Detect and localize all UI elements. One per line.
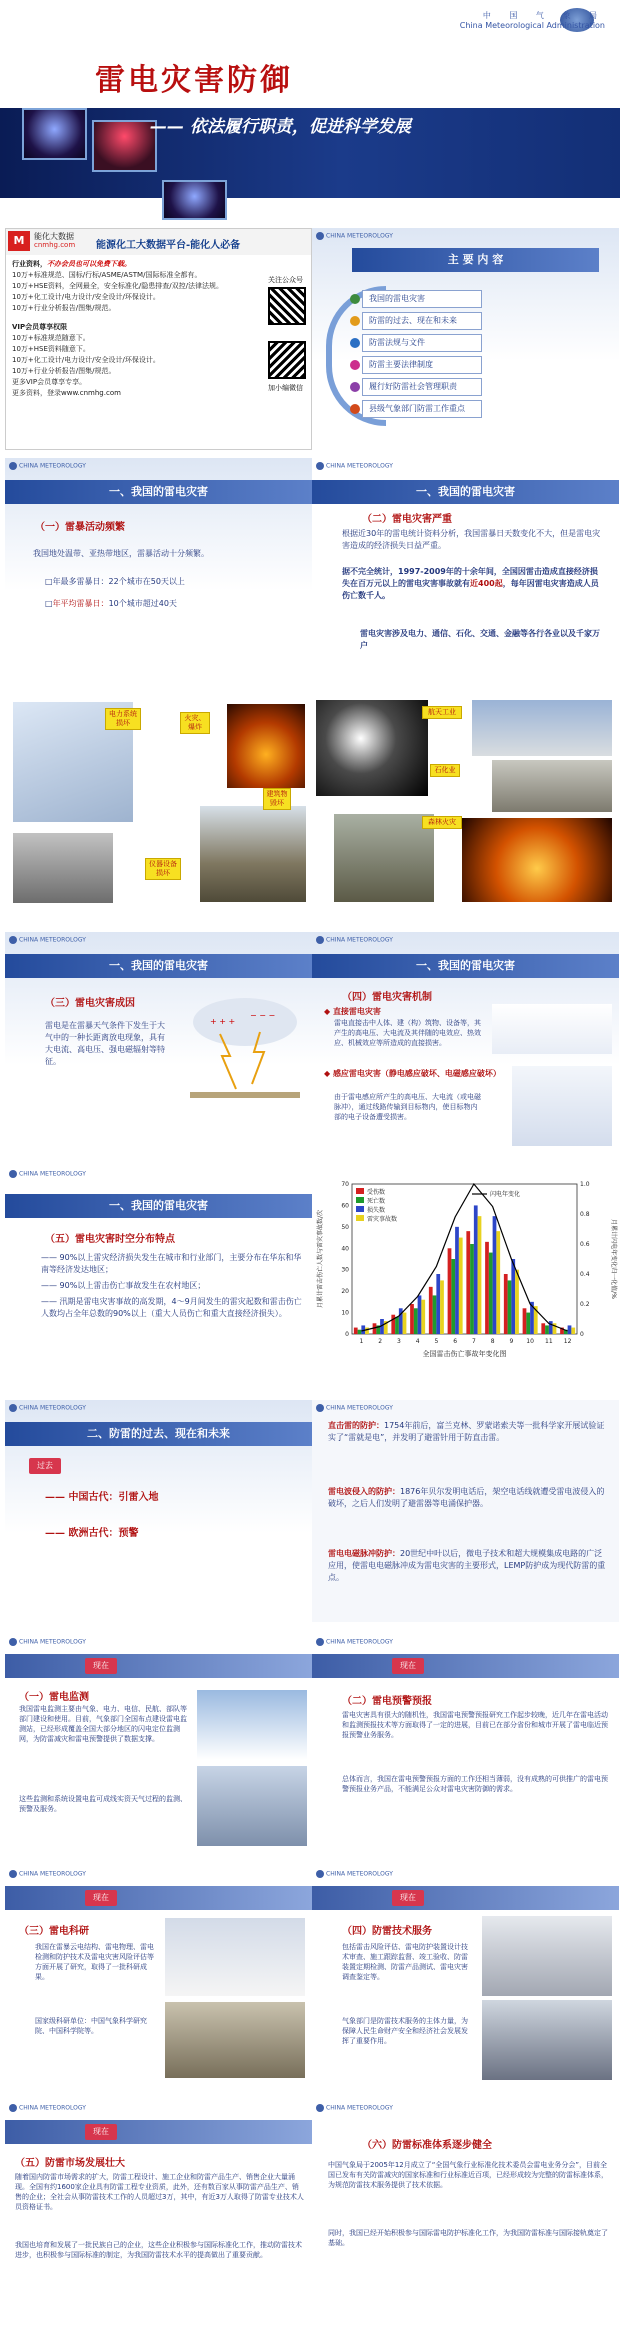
slide-heading: （六）防雷标准体系逐步健全 xyxy=(362,2140,492,2151)
vip-item: 10万+HSE资料随意下。 xyxy=(12,345,90,353)
y2-tick-label: 0.8 xyxy=(580,1211,590,1218)
slide-research xyxy=(5,1866,312,2088)
bar xyxy=(436,1274,440,1334)
x-tick-label: 5 xyxy=(434,1338,439,1345)
equipment-photo xyxy=(13,833,113,903)
menu-item[interactable]: 防雷主要法律制度 xyxy=(362,356,482,374)
svg-text:+ + +: + + + xyxy=(210,1017,236,1026)
slide-heading: （四）雷电灾害机制 xyxy=(342,992,432,1003)
slide-text: —— 90%以上雷灾经济损失发生在城市和行业部门，主要分布在华东和华南等经济发达地区； xyxy=(41,1253,302,1274)
present-tag: 现在 xyxy=(392,1890,424,1906)
slide-forecast xyxy=(312,1634,619,1856)
slide-text: 我国地处温带、亚热带地区，雷暴活动十分频繁。 xyxy=(33,549,209,558)
x-tick-label: 1 xyxy=(359,1338,364,1345)
free-item: 10万+标准规范、国标/行标/ASME/ASTM/国际标准全都有。 xyxy=(12,271,202,279)
y-tick-label: 40 xyxy=(341,1245,349,1253)
label-fire: 火灾、爆炸 xyxy=(180,712,210,734)
bar xyxy=(571,1328,575,1334)
mechanism-text: 由于雷电感应所产生的高电压、大电流（或电磁脉冲），通过线路传输到目标物内，使目标物内部的电子设备遭受损害。 xyxy=(334,1093,481,1121)
service-photo-2 xyxy=(482,2000,612,2080)
bar xyxy=(421,1300,425,1334)
bar xyxy=(511,1259,515,1334)
bullet-line: □年最多雷暴日：22个城市在50天以上 xyxy=(45,577,185,586)
tower-photo xyxy=(165,1918,305,1996)
lightning-photo-1 xyxy=(22,108,87,160)
present-tag: 现在 xyxy=(85,2124,117,2140)
slide-text: 据不完全统计，1997-2009年的十余年间，全国因雷击造成直接经济损失在百万元以上的雷电灾害事故就有近400起，每年因雷电灾害造成人员伤亡数千人。 xyxy=(342,567,599,600)
slide-banner: 一、我国的雷电灾害 xyxy=(5,1194,312,1218)
menu-item[interactable]: 我国的雷电灾害 xyxy=(362,290,482,308)
bar xyxy=(466,1231,470,1334)
slide-text: —— 欧洲古代：预警 xyxy=(45,1528,139,1539)
cma-logo: CHINA METEOROLOGY xyxy=(316,232,393,240)
title-slide xyxy=(0,0,620,225)
org-en: China Meteorological Administration xyxy=(459,21,605,30)
building-photo xyxy=(200,806,306,902)
slide-text: 雷电灾害涉及电力、通信、石化、交通、金融等各行各业以及千家万户 xyxy=(360,629,600,650)
monthly-casualty-chart xyxy=(312,1166,619,1388)
mechanism-item: ◆ 直接雷电灾害 xyxy=(324,1007,381,1016)
slide-text: —— 中国古代：引雷入地 xyxy=(45,1492,159,1503)
mechanism-text: 雷电直接击中人体、建（构）筑物、设备等，其产生的高电压、大电流及其伴随的电效应、热效应、机械效应等所造成的直接损害。 xyxy=(334,1019,481,1047)
menu-title: 主 要 内 容 xyxy=(352,248,599,272)
slide-text: 中国气象局于2005年12月成立了“全国气象行业标准化技术委员会雷电业务分会”，目前全国已发布有关防雷减灾的国家标准和行业标准近百项，已经形成较为完整的防雷标准体系，为规范防雷技术服务提供了技术依据。 xyxy=(328,2161,608,2189)
slide-text: —— 汛期是雷电灾害事故的高发期，4～9月间发生的雷灾起数和雷击伤亡人数均占全年总数的90%以上（重大人员伤亡和重大直接经济损失）。 xyxy=(41,1297,302,1318)
bar xyxy=(358,1330,362,1334)
vip-item: 10万+化工设计/电力设计/安全设计/环保设计。 xyxy=(12,356,160,364)
present-tag: 现在 xyxy=(85,1890,117,1906)
y2-tick-label: 1.0 xyxy=(580,1181,590,1188)
bar xyxy=(508,1280,512,1334)
slide-text: —— 90%以上雷击伤亡事故发生在农村地区； xyxy=(41,1281,206,1290)
more-link[interactable]: 更多资料，登录www.cnmhg.com xyxy=(12,389,121,397)
bar xyxy=(365,1328,369,1334)
y2-tick-label: 0.4 xyxy=(580,1271,590,1278)
brand-logo-icon: M xyxy=(8,231,30,251)
slide-mechanism xyxy=(312,932,619,1154)
qr-code-icon[interactable] xyxy=(268,341,306,379)
free-item: 10万+行业分析报告/图集/规范。 xyxy=(12,304,116,312)
y2-tick-label: 0.6 xyxy=(580,1241,590,1248)
petrochemical-photo xyxy=(492,760,612,812)
bar xyxy=(395,1317,399,1334)
bullet-line: □年平均雷暴日：10个城市超过40天 xyxy=(45,599,177,608)
label-equipment: 仪器设备损坏 xyxy=(145,858,181,880)
slide-banner: 一、我国的雷电灾害 xyxy=(5,480,312,504)
slide-services xyxy=(312,1866,619,2088)
legend-swatch xyxy=(356,1215,364,1221)
y-tick-label: 0 xyxy=(345,1331,349,1338)
slide-heading: （五）防雷市场发展壮大 xyxy=(15,2158,125,2169)
y-tick-label: 70 xyxy=(341,1181,349,1188)
cma-logo: CHINA METEOROLOGY xyxy=(9,1404,86,1412)
lightning-photo-3 xyxy=(162,180,227,220)
bar xyxy=(568,1325,572,1334)
slide-banner: 一、我国的雷电灾害 xyxy=(312,954,619,978)
y-tick-label: 20 xyxy=(341,1288,349,1296)
y-tick-label: 10 xyxy=(341,1309,349,1317)
label-aerospace: 航天工业 xyxy=(422,706,462,719)
present-tag: 现在 xyxy=(392,1658,424,1674)
lab-photo xyxy=(165,2002,305,2078)
slide-text: 雷电是在雷暴天气条件下发生于大气中的一种长距离放电现象，具有大电流、高电压、强电磁辐射等特征。 xyxy=(45,1021,165,1066)
x-tick-label: 12 xyxy=(563,1338,572,1345)
aerospace-photo xyxy=(472,700,612,756)
slide-text: 雷电波侵入的防护：1876年贝尔发明电话后，架空电话线就遭受雷电波侵入的破坏，之后人们发明了避雷器等电涌保护器。 xyxy=(328,1487,605,1508)
more-line: 更多VIP会员尊享专享。 xyxy=(12,378,87,386)
slide-heading: （五）雷电灾害时空分布特点 xyxy=(45,1234,175,1245)
slide-text: 国家级科研单位：中国气象科学研究院、中国科学院等。 xyxy=(35,2017,147,2035)
menu-item[interactable]: 县级气象部门防雷工作重点 xyxy=(362,400,482,418)
bar xyxy=(433,1295,437,1334)
slide-text: 我国雷电监测主要由气象、电力、电信、民航、部队等部门建设和使用。目前，气象部门全国布点建设雷电监测站，已经形成覆盖全国大部分地区的闪电定位监测网，为防雷减灾和雷电预警提供了数据支撑。 xyxy=(19,1705,187,1743)
slide-banner: 一、我国的雷电灾害 xyxy=(312,480,619,504)
legend-label: 受伤数 xyxy=(367,1189,386,1196)
forest-fire-photo xyxy=(462,818,612,902)
bar xyxy=(515,1270,519,1334)
legend-swatch xyxy=(356,1197,364,1203)
slide-thunderstorm-activity xyxy=(5,458,312,680)
x-axis-label: 全国雷击伤亡事故年变化图 xyxy=(422,1350,507,1358)
cma-logo: CHINA METEOROLOGY xyxy=(316,1638,393,1646)
cma-logo: CHINA METEOROLOGY xyxy=(9,462,86,470)
slide-text: 根据近30年的雷电统计资料分析，我国雷暴日天数变化不大，但是雷电灾害造成的经济损失日益严重。 xyxy=(342,529,601,550)
slide-protection-history xyxy=(312,1400,619,1622)
menu-item[interactable]: 防雷的过去、现在和未来 xyxy=(362,312,482,330)
photo-collage-damage xyxy=(5,688,312,910)
qr-code-icon[interactable] xyxy=(268,287,306,325)
slide-text: 雷电灾害具有很大的随机性，我国雷电预警预报研究工作起步较晚，近几年在雷电活动和监测预报技术等方面取得了一定的进展，目前已在部分省份和城市开展了雷电临近预报预警业务服务。 xyxy=(342,1711,608,1739)
cma-logo: CHINA METEOROLOGY xyxy=(316,1404,393,1412)
menu-item[interactable]: 履行好防雷社会管理职责 xyxy=(362,378,482,396)
slide-heading: （二）雷电灾害严重 xyxy=(362,514,452,525)
menu-item[interactable]: 防雷法规与文件 xyxy=(362,334,482,352)
x-tick-label: 4 xyxy=(415,1338,420,1345)
bar xyxy=(354,1328,358,1334)
vip-item: 10万+行业分析报告/图集/规范。 xyxy=(12,367,116,375)
slide-heading: （一）雷电监测 xyxy=(19,1692,89,1703)
slide-text: 包括雷击风险评估、雷电防护装置设计技术审查、施工跟踪监督、竣工验收、防雷装置定期检测、防雷产品测试、雷电灾害调查鉴定等。 xyxy=(342,1943,468,1981)
aircraft-photo xyxy=(197,1766,307,1846)
bar xyxy=(545,1325,549,1334)
slide-standards xyxy=(312,2100,619,2322)
ad-headline: 能源化工大数据平台-能化人必备 xyxy=(96,240,241,251)
vip-title: VIP会员尊享权限 xyxy=(12,323,68,331)
x-tick-label: 6 xyxy=(453,1338,458,1345)
cma-logo: CHINA METEOROLOGY xyxy=(9,936,86,944)
bar xyxy=(455,1227,459,1334)
bar xyxy=(489,1253,493,1334)
bullet-icon xyxy=(350,382,360,392)
ad-slide xyxy=(5,228,312,450)
bar xyxy=(485,1242,489,1334)
bar xyxy=(440,1280,444,1334)
y-tick-label: 60 xyxy=(341,1202,349,1210)
slide-disaster-severity xyxy=(312,458,619,680)
photo-collage-industries xyxy=(312,688,619,910)
bar xyxy=(403,1313,407,1334)
bullet-icon xyxy=(350,316,360,326)
free-title-red: 不办会员也可以免费下载。 xyxy=(47,260,131,268)
induction-diagram xyxy=(512,1066,612,1146)
slide-heading: （四）防雷技术服务 xyxy=(342,1926,432,1937)
slide-banner: 一、我国的雷电灾害 xyxy=(5,954,312,978)
free-title: 行业资料， xyxy=(12,260,47,268)
cma-logo: CHINA METEOROLOGY xyxy=(316,936,393,944)
y2-tick-label: 0 xyxy=(580,1331,584,1338)
vip-item: 10万+标准规范随意下。 xyxy=(12,334,90,342)
bar xyxy=(478,1216,482,1334)
cma-logo: CHINA METEOROLOGY xyxy=(9,2104,86,2112)
y2-axis-label: 月累计闪电年变化归一化值/% xyxy=(610,1219,617,1299)
bar xyxy=(504,1274,508,1334)
bar xyxy=(418,1295,422,1334)
label-power-damage: 电力系统损坏 xyxy=(105,708,141,730)
bar xyxy=(459,1238,463,1334)
qr-label-bottom: 加小编微信 xyxy=(268,384,303,392)
slide-heading: （一）雷暴活动频繁 xyxy=(35,522,125,533)
plot-area xyxy=(352,1184,577,1334)
qr-label-top: 关注公众号 xyxy=(268,276,303,284)
slide-past xyxy=(5,1400,312,1622)
bar xyxy=(410,1304,414,1334)
free-section xyxy=(12,259,252,399)
slide-text: 直击雷的防护：1754年前后，富兰克林、罗蒙诺索夫等一批科学家开展试验证实了“雷就是电”，并发明了避雷针用于防直击雷。 xyxy=(328,1421,605,1442)
mechanism-item: ◆ 感应雷电灾害（静电感应破坏、电磁感应破坏） xyxy=(324,1069,501,1078)
bar xyxy=(493,1216,497,1334)
house-diagram xyxy=(492,1004,612,1054)
x-tick-label: 10 xyxy=(526,1338,534,1345)
x-tick-label: 2 xyxy=(378,1338,383,1345)
slide-text: 同时，我国已经开始积极参与国际雷电防护标准化工作，为我国防雷标准与国际接轨奠定了基础。 xyxy=(328,2229,608,2247)
brand-name: 能化大数据 xyxy=(34,232,74,241)
slide-banner: 二、防雷的过去、现在和未来 xyxy=(5,1422,312,1446)
free-item: 10万+化工设计/电力设计/安全设计/环保设计。 xyxy=(12,293,160,301)
antenna-photo xyxy=(197,1690,307,1760)
org-cn: 中 国 气 象 局 xyxy=(482,11,605,20)
lightning-photo-2 xyxy=(92,120,157,172)
slide-text: 雷电电磁脉冲防护：20世纪中叶以后，微电子技术和超大规模集成电路的广泛应用，使雷电电磁脉冲成为雷电灾害的主要形式，LEMP防护成为现代防雷的重点。 xyxy=(328,1549,606,1582)
bar xyxy=(470,1244,474,1334)
bullet-icon xyxy=(350,294,360,304)
label-petrochem: 石化业 xyxy=(430,764,460,777)
lightning-diagram xyxy=(190,994,300,1106)
slide-text: 这些监测和系统设置电监可成线实资天气过程的监测、预警及服务。 xyxy=(19,1795,187,1813)
cma-logo: CHINA METEOROLOGY xyxy=(9,1638,86,1646)
slide-causes xyxy=(5,932,312,1154)
bar xyxy=(496,1231,500,1334)
slide-monitoring xyxy=(5,1634,312,1856)
x-tick-label: 7 xyxy=(471,1338,476,1345)
svg-text:− − −: − − − xyxy=(250,1011,276,1020)
past-tag: 过去 xyxy=(29,1458,61,1474)
bar xyxy=(474,1205,478,1334)
slide-text: 气象部门是防雷技术服务的主体力量，为保障人民生命财产安全和经济社会发展发挥了重要作用。 xyxy=(342,2017,468,2045)
label-forest-fire: 森林火灾 xyxy=(422,816,462,829)
label-building: 建筑物毁坏 xyxy=(263,788,291,810)
service-photo-1 xyxy=(482,1916,612,1996)
y-tick-label: 50 xyxy=(341,1223,349,1231)
bar xyxy=(429,1287,433,1334)
slide-distribution xyxy=(5,1166,312,1388)
bar xyxy=(451,1259,455,1334)
slide-text: 总体而言，我国在雷电预警预报方面的工作还相当薄弱，没有成熟的可供推广的雷电预警预报业务产品，不能满足公众对雷电灾害防御的需求。 xyxy=(342,1775,608,1793)
bar xyxy=(414,1308,418,1334)
bullet-icon xyxy=(350,404,360,414)
slide-heading: （三）雷电科研 xyxy=(19,1926,89,1937)
free-item: 10万+HSE资料，全网最全，安全标准化/隐患排查/双控/法律法规。 xyxy=(12,282,223,290)
legend-label: 闪电年变化 xyxy=(490,1191,521,1198)
legend-swatch xyxy=(356,1206,364,1212)
cma-logo: CHINA METEOROLOGY xyxy=(316,462,393,470)
x-tick-label: 3 xyxy=(396,1338,401,1345)
legend-label: 雷灾事故数 xyxy=(367,1216,398,1223)
present-tag: 现在 xyxy=(85,1658,117,1674)
fire-photo xyxy=(227,704,305,788)
cma-logo: CHINA METEOROLOGY xyxy=(316,1870,393,1878)
bar xyxy=(448,1248,452,1334)
y-tick-label: 30 xyxy=(341,1266,349,1274)
slide-text: 随着国内防雷市场需求的扩大，防雷工程设计、施工企业和防雷产品生产、销售企业大量涌现。全国有约1600家企业具有防雷工程专业资质，此外，还有数百家从事防雷产品生产、销售的企业；全社会从事防雷技术工作的人员超过3万，其中，有近3万人取得了防雷专业技术人员资格证书。 xyxy=(15,2173,304,2211)
cma-logo: CHINA METEOROLOGY xyxy=(9,1870,86,1878)
bar xyxy=(549,1321,553,1334)
x-tick-label: 8 xyxy=(490,1338,495,1345)
main-title: 雷电灾害防御 xyxy=(95,63,293,98)
slide-heading: （二）雷电预警预报 xyxy=(342,1696,432,1707)
bar xyxy=(526,1313,530,1334)
bullet-icon xyxy=(350,338,360,348)
slide-text: 我国在雷暴云电结构、雷电物理、雷电检测和防护技术及雷电灾害风险评估等方面开展了研究，取得了一批科研成果。 xyxy=(35,1943,154,1981)
bar xyxy=(391,1315,395,1334)
bar xyxy=(523,1308,527,1334)
forest-photo xyxy=(334,814,434,902)
cma-logo: CHINA METEOROLOGY xyxy=(316,2104,393,2112)
y2-tick-label: 0.2 xyxy=(580,1301,590,1308)
chart-slide xyxy=(312,1166,619,1388)
x-tick-label: 11 xyxy=(545,1338,553,1345)
brand-site: cnmhg.com xyxy=(34,241,76,249)
legend-label: 死亡数 xyxy=(367,1198,386,1205)
org-header xyxy=(395,10,605,30)
slide-heading: （三）雷电灾害成因 xyxy=(45,998,135,1009)
cma-logo: CHINA METEOROLOGY xyxy=(9,1170,86,1178)
y-axis-label: 月累计雷击伤亡人数与雷灾事故数/次 xyxy=(317,1209,324,1309)
slide-text: 我国也培育和发展了一批民族自己的企业，这些企业积极参与国际标准化工作，推动防雷技术进步，也积极参与国际标准的制定，为我国防雷技术水平的提高做出了重要贡献。 xyxy=(15,2241,302,2259)
slide-market xyxy=(5,2100,312,2322)
x-tick-label: 9 xyxy=(509,1338,514,1345)
bar xyxy=(541,1323,545,1334)
legend-label: 损失数 xyxy=(367,1207,386,1214)
legend-swatch xyxy=(356,1188,364,1194)
bullet-icon xyxy=(350,360,360,370)
subtitle: —— 依法履行职责，促进科学发展 xyxy=(150,117,411,137)
lightning-strike-photo xyxy=(316,700,428,796)
menu-slide xyxy=(312,228,619,450)
